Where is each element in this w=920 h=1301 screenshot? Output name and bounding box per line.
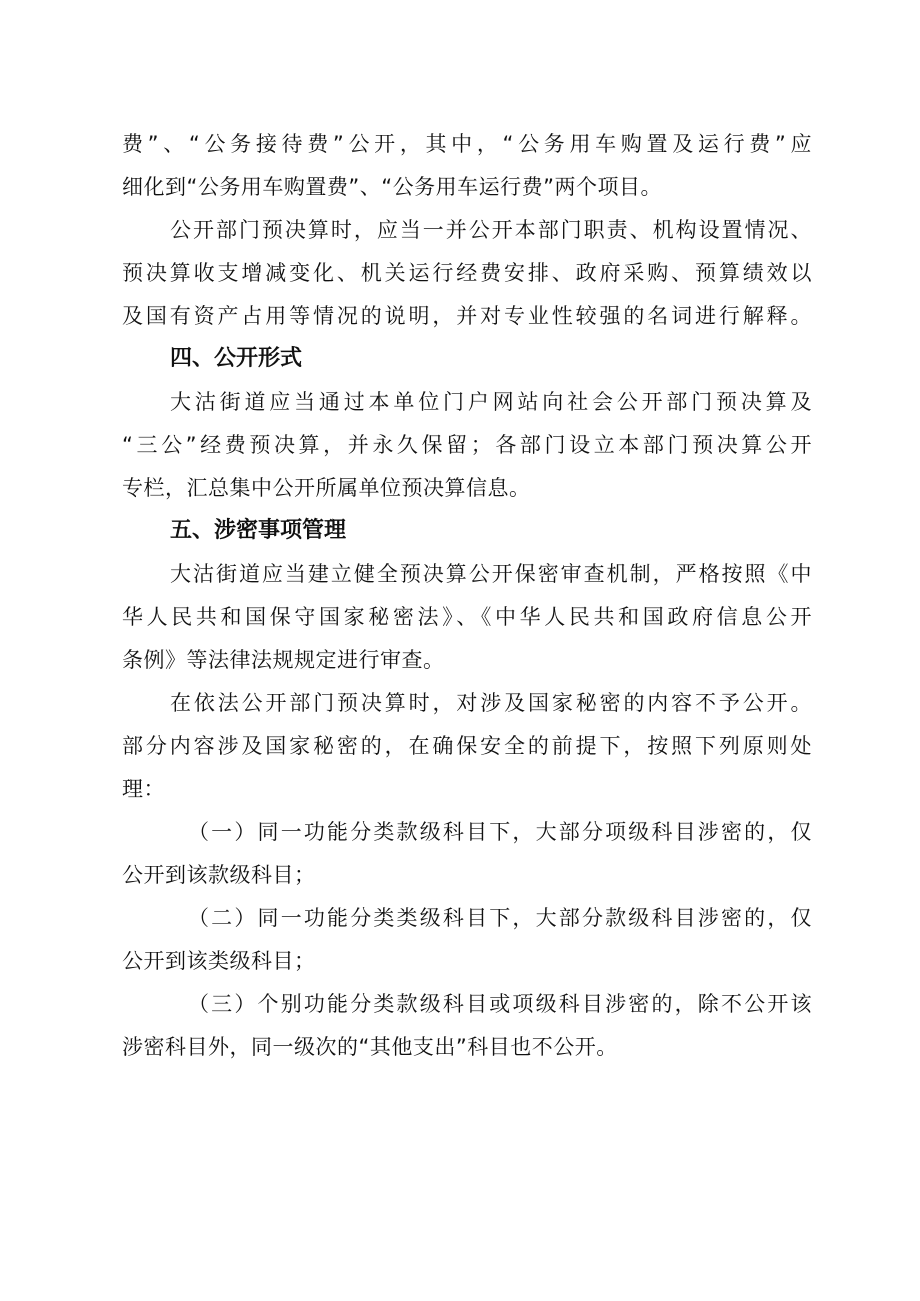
paragraph-3-line-3: 专栏，汇总集中公开所属单位预决算信息。 (122, 476, 531, 500)
paragraph-5-line-1: 在依法公开部门预决算时，对涉及国家秘密的内容不予公开。 (170, 691, 812, 715)
section-heading-4: 四、公开形式 (170, 346, 303, 371)
paragraph-4-line-3: 条例》等法律法规规定进行审查。 (122, 648, 445, 672)
paragraph-1-line-1: 费”、“公务接待费”公开，其中，“公务用车购置及运行费”应 (122, 132, 812, 156)
paragraph-2-line-3: 及国有资产占用等情况的说明，并对专业性较强的名词进行解释。 (122, 304, 812, 328)
paragraph-1-line-2: 细化到“公务用车购置费”、“公务用车运行费”两个项目。 (122, 175, 663, 199)
paragraph-5-line-2: 部分内容涉及国家秘密的，在确保安全的前提下，按照下列原则处 (122, 734, 812, 758)
list-item-1-line-2: 公开到该款级科目； (122, 863, 316, 887)
paragraph-4-line-1: 大沽街道应当建立健全预决算公开保密审查机制，严格按照《中 (170, 562, 812, 586)
paragraph-3-line-2: “三公”经费预决算，并永久保留；各部门设立本部门预决算公开 (122, 433, 812, 457)
paragraph-4-line-2: 华人民共和国保守国家秘密法》、《中华人民共和国政府信息公开 (122, 605, 812, 629)
list-item-3-line-2: 涉密科目外，同一级次的“其他支出”科目也不公开。 (122, 1035, 618, 1059)
paragraph-5-line-3: 理： (122, 777, 165, 801)
paragraph-2-line-2: 预决算收支增减变化、机关运行经费安排、政府采购、预算绩效以 (122, 261, 812, 285)
section-heading-5: 五、涉密事项管理 (170, 518, 347, 543)
list-item-2-line-1: （二）同一功能分类类级科目下，大部分款级科目涉密的，仅 (188, 906, 812, 930)
list-item-3-line-1: （三）个别功能分类款级科目或项级科目涉密的，除不公开该 (188, 992, 812, 1016)
paragraph-2-line-1: 公开部门预决算时，应当一并公开本部门职责、机构设置情况、 (170, 218, 812, 242)
paragraph-3-line-1: 大沽街道应当通过本单位门户网站向社会公开部门预决算及 (170, 390, 812, 414)
list-item-1-line-1: （一）同一功能分类款级科目下，大部分项级科目涉密的，仅 (188, 820, 812, 844)
list-item-2-line-2: 公开到该类级科目； (122, 949, 316, 973)
